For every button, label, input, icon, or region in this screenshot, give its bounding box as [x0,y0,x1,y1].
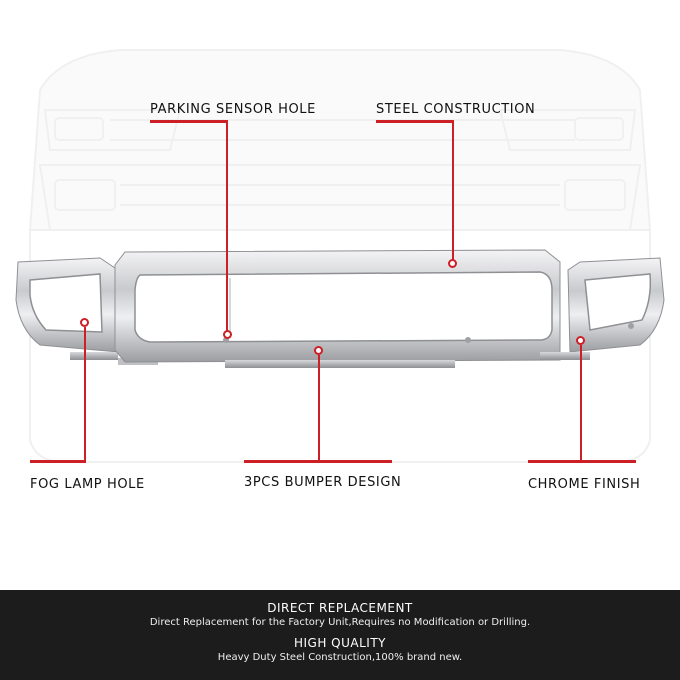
callout-underline [244,460,392,463]
callout-marker [314,346,323,355]
callout-fog-lamp-hole: FOG LAMP HOLE [30,477,145,492]
feature-text-high-quality: Heavy Duty Steel Construction,100% brand new. [217,652,463,663]
callout-marker [448,259,457,268]
callout-leader [452,120,454,260]
callout-leader [580,345,582,460]
callout-marker [80,318,89,327]
callout-marker [223,330,232,339]
feature-title-high-quality: HIGH QUALITY [293,636,387,650]
center-bumper [115,250,560,368]
callout-steel-construction: STEEL CONSTRUCTION [376,102,536,117]
callout-leader [226,120,228,334]
feature-text-direct-replacement: Direct Replacement for the Factory Unit,Requires no Modification or Drilling. [149,617,531,628]
callout-chrome-finish: CHROME FINISH [528,477,641,492]
callout-leader [84,327,86,460]
callout-leader [318,355,320,460]
feature-footer [0,590,680,680]
callout-underline [150,120,227,123]
callout-underline [376,120,453,123]
feature-title-direct-replacement: DIRECT REPLACEMENT [267,601,413,615]
callout-marker [576,336,585,345]
callout-parking-sensor-hole: PARKING SENSOR HOLE [150,102,316,117]
callout-3pcs-bumper-design: 3PCS BUMPER DESIGN [244,475,402,490]
callout-underline [528,460,636,463]
callout-underline [30,460,86,463]
